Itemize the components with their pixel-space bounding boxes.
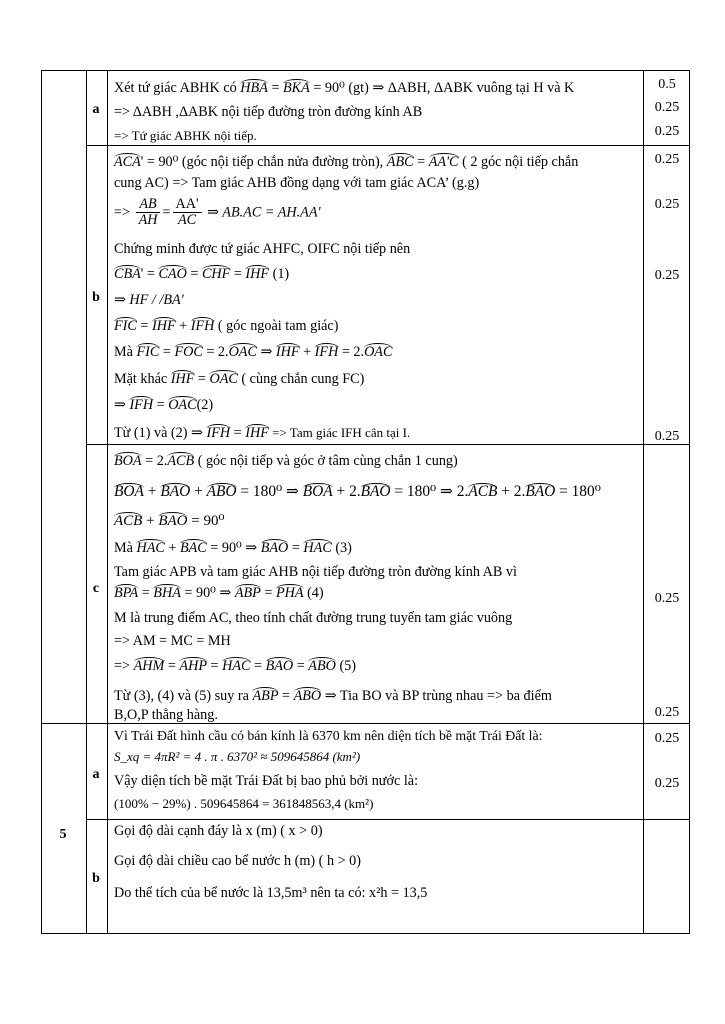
- table-border-left: [41, 70, 42, 934]
- score-value: 0.25: [654, 100, 680, 115]
- column-divider: [107, 70, 108, 934]
- answer-line: => AM = MC = MH: [114, 633, 231, 649]
- part-label-5b: b: [92, 871, 100, 886]
- angle-arc: ACB: [468, 483, 498, 500]
- answer-line: Từ (1) và (2) ⇒ IFH = IHF => Tam giác IFH cân tại I.: [114, 425, 411, 441]
- angle-arc: OAC: [209, 371, 238, 387]
- answer-line: FIC = IHF + IFH ( góc ngoài tam giác): [114, 318, 339, 334]
- angle-arc: ABO: [293, 688, 322, 704]
- angle-arc: IFH: [206, 425, 231, 441]
- score-value: 0.25: [654, 731, 680, 746]
- angle-arc: FOC: [174, 344, 203, 360]
- angle-arc: FIC: [136, 344, 160, 360]
- score-value: 0.25: [654, 776, 680, 791]
- part-label-a: a: [92, 102, 100, 117]
- angle-arc: ABO: [206, 483, 237, 500]
- angle-arc: HBA: [240, 80, 268, 96]
- table-border-top: [41, 70, 690, 71]
- answer-line: ACB + BAO = 90⁰: [114, 513, 225, 529]
- answer-line: BPA = BHA = 90⁰ ⇒ ABP = PHA (4): [114, 585, 324, 601]
- angle-arc: ABC: [386, 154, 414, 170]
- answer-line: ACA' = 90⁰ (góc nội tiếp chắn nửa đường tròn), ABC = AA'C ( 2 góc nội tiếp chắn: [114, 154, 579, 170]
- score-value: 0.5: [658, 77, 676, 92]
- answer-line: Mà FIC = FOC = 2.OAC ⇒ IHF + IFH = 2.OAC: [114, 344, 393, 360]
- angle-arc: CAO: [158, 266, 187, 282]
- angle-arc: BHA: [153, 585, 181, 601]
- score-value: 0.25: [654, 429, 680, 444]
- answer-line: => ΔABH ,ΔABK nội tiếp đường tròn đường kính AB: [114, 104, 423, 120]
- angle-arc: OAC: [168, 397, 197, 413]
- row-divider: [86, 444, 690, 445]
- angle-arc: ACB: [167, 453, 195, 469]
- angle-arc: BKA: [283, 80, 310, 96]
- angle-arc: IFH: [129, 397, 154, 413]
- part-label-5a: a: [92, 767, 100, 782]
- answer-line: Do thể tích của bể nước là 13,5m³ nên ta có: x²h = 13,5: [114, 885, 428, 901]
- answer-line: ⇒ HF / /BA': [114, 292, 184, 308]
- angle-arc: CBA: [114, 266, 141, 282]
- angle-arc: IFH: [314, 344, 339, 360]
- angle-arc: ACA: [114, 154, 141, 170]
- answer-line: Chứng minh được tứ giác AHFC, OIFC nội tiếp nên: [114, 241, 411, 257]
- answer-line: Mà HAC + BAC = 90⁰ ⇒ BAO = HAC (3): [114, 540, 352, 556]
- angle-arc: BAO: [265, 658, 294, 674]
- row-divider: [86, 819, 690, 820]
- answer-line: M là trung điểm AC, theo tính chất đường trung tuyến tam giác vuông: [114, 610, 513, 626]
- angle-arc: CHF: [201, 266, 231, 282]
- angle-arc: BAO: [260, 540, 289, 556]
- fraction: $\frac{AB}{AH}$: [136, 197, 161, 228]
- part-label-b: b: [92, 290, 100, 305]
- question-number: 5: [59, 827, 67, 842]
- angle-arc: AHM: [133, 658, 165, 674]
- row-divider: [86, 145, 690, 146]
- angle-arc: BOA: [302, 483, 333, 500]
- answer-line: Gọi độ dài chiều cao bể nước h (m) ( h > 0): [114, 853, 361, 869]
- angle-arc: FIC: [114, 318, 137, 334]
- score-value: 0.25: [654, 268, 680, 283]
- answer-line: Vậy diện tích bề mặt Trái Đất bị bao phủ bởi nước là:: [114, 773, 419, 789]
- angle-arc: BPA: [114, 585, 139, 601]
- answer-line: BOA = 2.ACB ( góc nội tiếp và góc ở tâm cùng chắn 1 cung): [114, 453, 458, 469]
- angle-arc: OAC: [228, 344, 257, 360]
- answer-line: B,O,P thẳng hàng.: [114, 707, 218, 723]
- angle-arc: IHF: [275, 344, 300, 360]
- table-border-bottom: [41, 933, 690, 934]
- angle-arc: ACB: [114, 513, 143, 529]
- angle-arc: BOA: [114, 453, 142, 469]
- angle-arc: HAC: [136, 540, 165, 556]
- answer-line: => Tứ giác ABHK nội tiếp.: [114, 128, 257, 143]
- fraction: $\frac{AA'}{AC}$: [173, 197, 202, 228]
- ratio-line: => $\frac{AB}{AH}$ = $\frac{AA'}{AC}$ ⇒ AB.AC = AH.AA': [114, 196, 321, 228]
- angle-arc: HAC: [303, 540, 332, 556]
- score-value: 0.25: [654, 705, 680, 720]
- answer-line: BOA + BAO + ABO = 180⁰ ⇒ BOA + 2.BAO = 180⁰ ⇒ 2.ACB + 2.BAO = 180⁰: [114, 483, 601, 500]
- answer-line: Gọi độ dài cạnh đáy là x (m) ( x > 0): [114, 823, 323, 839]
- angle-arc: BAO: [160, 483, 191, 500]
- score-value: 0.25: [654, 197, 680, 212]
- angle-arc: IHF: [245, 266, 270, 282]
- part-label-c: c: [92, 581, 100, 596]
- angle-arc: BAO: [360, 483, 391, 500]
- angle-arc: IFH: [190, 318, 215, 334]
- angle-arc: PHA: [275, 585, 304, 601]
- formula-line: (100% − 29%) . 509645864 = 361848563,4 (km²): [114, 796, 374, 811]
- answer-line: Từ (3), (4) và (5) suy ra ABP = ABO ⇒ Tia BO và BP trùng nhau => ba điểm: [114, 688, 552, 704]
- score-value: 0.25: [654, 124, 680, 139]
- answer-line: Xét tứ giác ABHK có HBA = BKA = 90⁰ (gt) ⇒ ΔABH, ΔABK vuông tại H và K: [114, 80, 575, 96]
- angle-arc: BAC: [179, 540, 207, 556]
- angle-arc: BOA: [114, 483, 144, 500]
- angle-arc: BAO: [158, 513, 188, 529]
- answer-line: Vì Trái Đất hình cầu có bán kính là 6370 km nên diện tích bề mặt Trái Đất là:: [114, 728, 543, 743]
- angle-arc: AA'C: [428, 154, 459, 170]
- score-value: 0.25: [654, 152, 680, 167]
- angle-arc: IHF: [170, 371, 195, 387]
- angle-arc: BAO: [525, 483, 556, 500]
- angle-arc: OAC: [364, 344, 393, 360]
- answer-line: CBA' = CAO = CHF = IHF (1): [114, 266, 290, 282]
- angle-arc: AHP: [179, 658, 207, 674]
- answer-line: ⇒ IFH = OAC(2): [114, 397, 214, 413]
- column-divider: [86, 70, 87, 934]
- answer-line: Tam giác APB và tam giác AHB nội tiếp đường tròn đường kính AB vì: [114, 564, 517, 580]
- angle-arc: ABP: [252, 688, 279, 704]
- angle-arc: HAC: [222, 658, 251, 674]
- answer-line: cung AC) => Tam giác AHB đồng dạng với tam giác ACA’ (g.g): [114, 175, 480, 191]
- formula-line: S_xq = 4πR² = 4 . π . 6370² ≈ 509645864 (km²): [114, 749, 361, 764]
- angle-arc: IHF: [151, 318, 176, 334]
- angle-arc: ABO: [308, 658, 336, 674]
- answer-line: Mặt khác IHF = OAC ( cùng chắn cung FC): [114, 371, 365, 387]
- answer-line: => AHM = AHP = HAC = BAO = ABO (5): [114, 658, 356, 674]
- angle-arc: IHF: [245, 425, 269, 441]
- score-value: 0.25: [654, 591, 680, 606]
- angle-arc: ABP: [234, 585, 261, 601]
